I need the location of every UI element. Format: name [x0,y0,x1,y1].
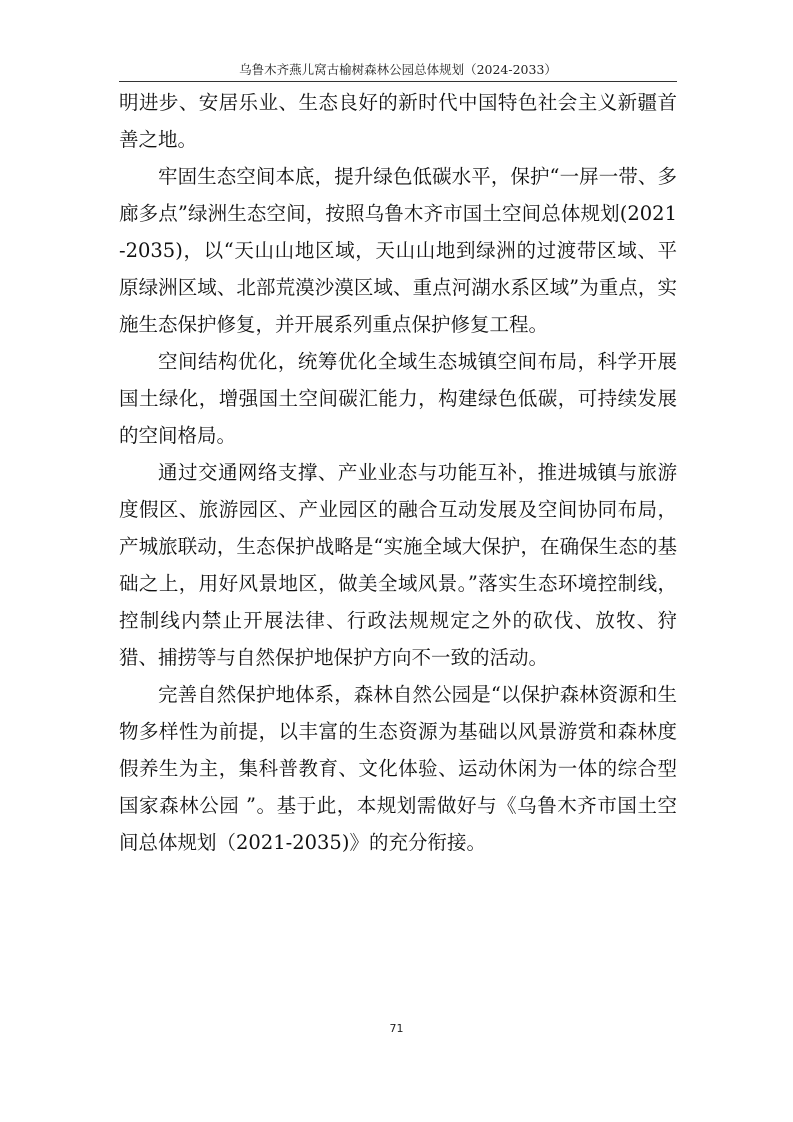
paragraph-continuation: 明进步、安居乐业、生态良好的新时代中国特色社会主义新疆首善之地。 [119,91,677,151]
paragraph-protected-areas: 完善自然保护地体系，森林自然公园是“以保护森林资源和生物多样性为前提，以丰富的生态资源为基础以风景游赏和森林度假养生为主，集科普教育、文化体验、运动休闲为一体的综合型国家森林公园 ”。基于此，本规划需做好与《乌鲁木齐市国土空间总体规划（2021-2035)》的充分衔接。 [119,683,677,854]
header-divider [119,81,677,82]
page-number: 71 [389,1022,404,1035]
body-text [119,84,677,861]
paragraph-transport-network: 通过交通网络支撑、产业业态与功能互补，推进城镇与旅游度假区、旅游园区、产业园区的融合互动发展及空间协同布局，产城旅联动，生态保护战略是“实施全域大保护，在确保生态的基础之上，用好风景地区，做美全域风景。”落实生态环境控制线，控制线内禁止开展法律、行政法规规定之外的砍伐、放牧、狩猎、捕捞等与自然保护地保护方向不一致的活动。 [119,461,677,669]
page-header: 乌鲁木齐燕儿窝古榆树森林公园总体规划（2024-2033） [239,62,557,77]
paragraph-ecological-space: 牢固生态空间本底，提升绿色低碳水平，保护“一屏一带、多廊多点”绿洲生态空间，按照乌鲁木齐市国土空间总体规划(2021-2035)，以“天山山地区域，天山山地到绿洲的过渡带区域、平原绿洲区域、北部荒漠沙漠区域、重点河湖水系区域”为重点，实施生态保护修复，并开展系列重点保护修复工程。 [119,165,677,336]
paragraph-spatial-structure: 空间结构优化，统筹优化全域生态城镇空间布局，科学开展国土绿化，增强国土空间碳汇能力，构建绿色低碳，可持续发展的空间格局。 [119,350,677,447]
